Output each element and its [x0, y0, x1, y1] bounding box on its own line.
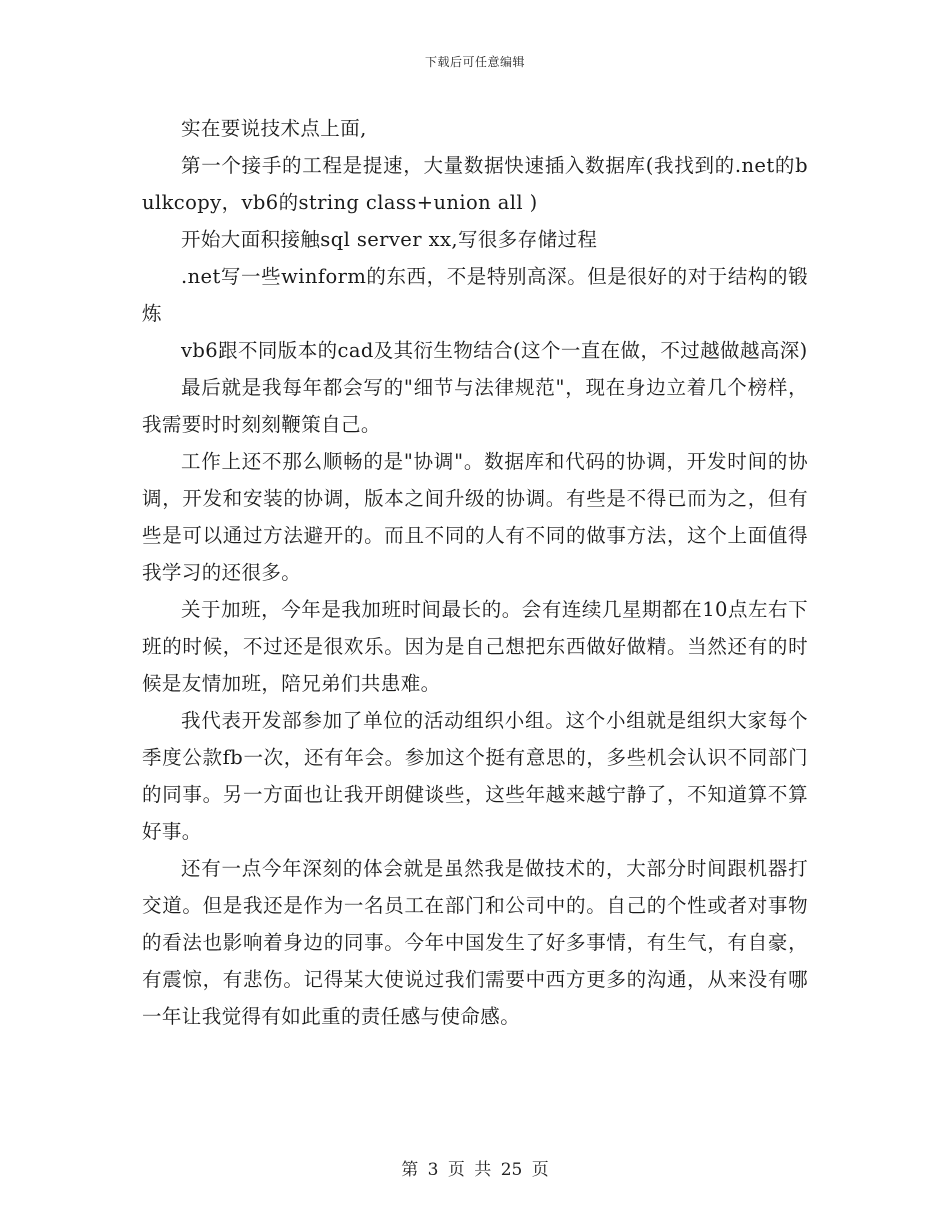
paragraph: 第一个接手的工程是提速，大量数据快速插入数据库(我找到的.net的bulkcopy，vb6的string class+union all ): [142, 154, 808, 214]
paragraph: 实在要说技术点上面,: [181, 117, 367, 140]
paragraph: 最后就是我每年都会写的"细节与法律规范"，现在身边立着几个榜样，我需要时时刻刻鞭策自己。: [142, 376, 808, 436]
document-body: [142, 110, 808, 1035]
paragraph: 还有一点今年深刻的体会就是虽然我是做技术的，大部分时间跟机器打交道。但是我还是作为一名员工在部门和公司中的。自己的个性或者对事物的看法也影响着身边的同事。今年中国发生了好多事情，有生气，有自豪，有震惊，有悲伤。记得某大使说过我们需要中西方更多的沟通，从来没有哪一年让我觉得有如此重的责任感与使命感。: [142, 857, 808, 1028]
page-number: 第 3 页 共 25 页: [401, 1160, 549, 1180]
paragraph: .net写一些winform的东西，不是特别高深。但是很好的对于结构的锻炼: [142, 265, 808, 325]
paragraph: 我代表开发部参加了单位的活动组织小组。这个小组就是组织大家每个季度公款fb一次，还有年会。参加这个挺有意思的，多些机会认识不同部门的同事。另一方面也让我开朗健谈些，这些年越来越宁静了，不知道算不算好事。: [142, 709, 808, 843]
paragraph: 开始大面积接触sql server xx,写很多存储过程: [181, 228, 598, 251]
paragraph: 工作上还不那么顺畅的是"协调"。数据库和代码的协调，开发时间的协调，开发和安装的协调，版本之间升级的协调。有些是不得已而为之，但有些是可以通过方法避开的。而且不同的人有不同的做事方法，这个上面值得我学习的还很多。: [142, 450, 808, 584]
paragraph: vb6跟不同版本的cad及其衍生物结合(这个一直在做，不过越做越高深): [181, 339, 808, 362]
header-note: 下载后可任意编辑: [424, 55, 525, 69]
paragraph: 关于加班，今年是我加班时间最长的。会有连续几星期都在10点左右下班的时候，不过还是很欢乐。因为是自己想把东西做好做精。当然还有的时候是友情加班，陪兄弟们共患难。: [142, 598, 808, 695]
